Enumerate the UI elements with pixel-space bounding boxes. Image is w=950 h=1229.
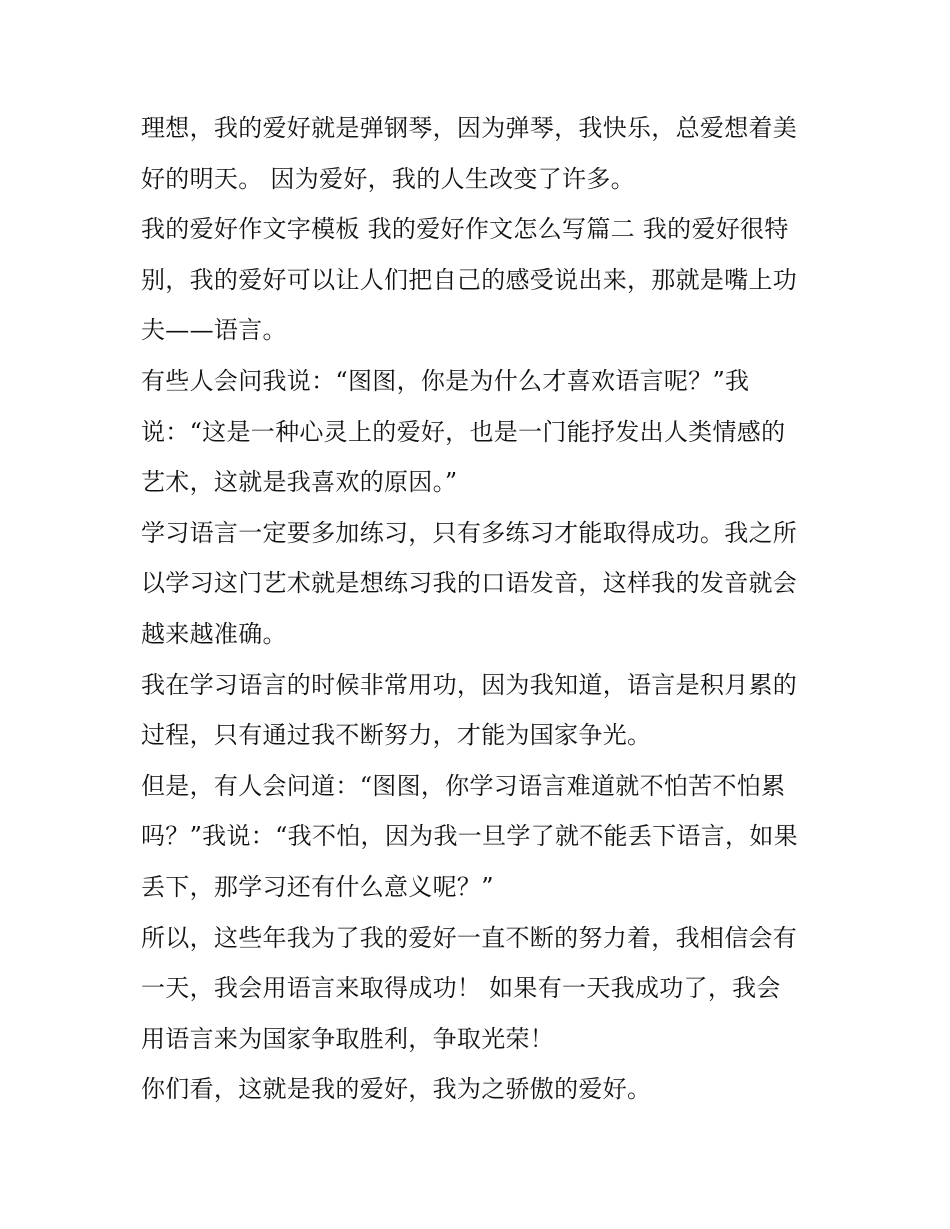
text-line: 我在学习语言的时候非常用功，因为我知道，语言是积月累的 (141, 670, 798, 699)
text-line: 说：“这是一种心灵上的爱好，也是一门能抒发出人类情感的 (141, 417, 786, 446)
text-line: 理想，我的爱好就是弹钢琴，因为弹琴，我快乐，总爱想着美 (141, 114, 798, 142)
text-line: 我的爱好作文字模板 我的爱好作文怎么写篇二 我的爱好很特 (141, 215, 789, 244)
text-line: 吗？”我说：“我不怕，因为我一旦学了就不能丢下语言，如果 (141, 822, 798, 851)
text-line: 用语言来为国家争取胜利，争取光荣！ (141, 1024, 555, 1053)
text-line: 一天，我会用语言来取得成功！ 如果有一天我成功了，我会 (141, 974, 781, 1003)
text-line: 过程，只有通过我不断努力，才能为国家争光。 (141, 721, 652, 750)
text-line: 学习语言一定要多加练习，只有多练习才能取得成功。我之所 (141, 518, 798, 547)
text-line: 别，我的爱好可以让人们把自己的感受说出来，那就是嘴上功 (141, 265, 798, 294)
text-line: 所以，这些年我为了我的爱好一直不断的努力着，我相信会有 (141, 923, 798, 952)
text-line: 你们看，这就是我的爱好，我为之骄傲的爱好。 (141, 1075, 652, 1104)
text-line: 夫——语言。 (141, 316, 287, 345)
text-line: 但是，有人会问道：“图图，你学习语言难道就不怕苦不怕累 (141, 771, 786, 800)
text-line: 越来越准确。 (141, 619, 287, 648)
text-line: 以学习这门艺术就是想练习我的口语发音，这样我的发音就会 (141, 569, 798, 598)
essay-text-block (141, 103, 821, 1115)
text-line: 丢下，那学习还有什么意义呢？” (141, 872, 494, 901)
text-line: 有些人会问我说：“图图，你是为什么才喜欢语言呢？”我 (141, 366, 750, 395)
text-line: 艺术，这就是我喜欢的原因。” (141, 468, 458, 497)
text-line: 好的明天。 因为爱好，我的人生改变了许多。 (141, 164, 635, 193)
